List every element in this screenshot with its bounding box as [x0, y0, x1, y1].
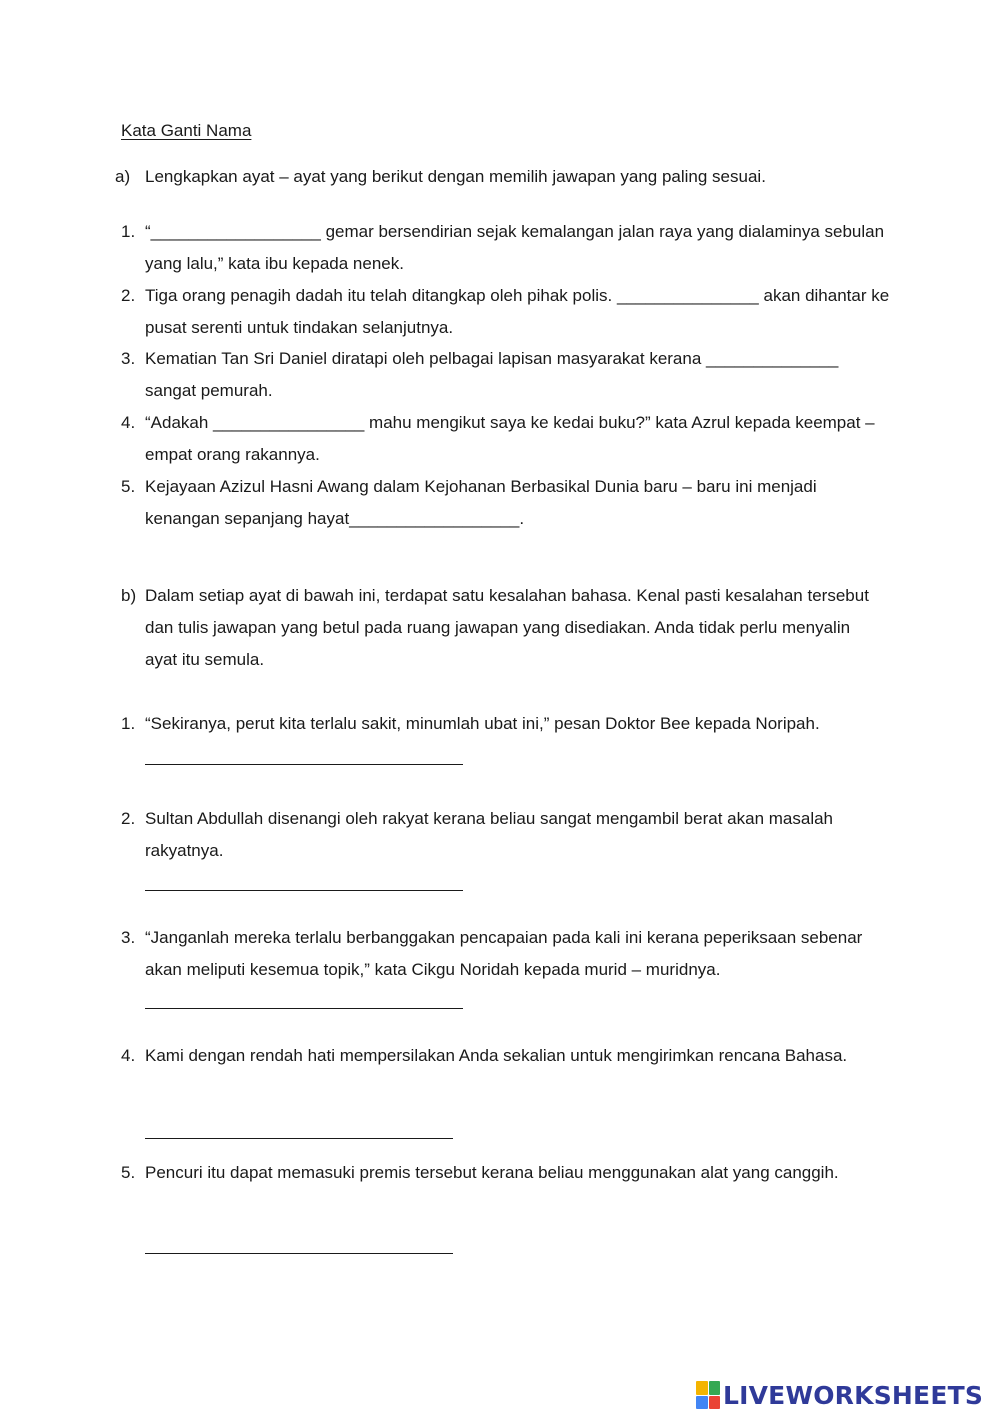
item-number: 1.: [121, 714, 136, 733]
section-a-marker: a): [115, 167, 131, 186]
item-number: 4.: [121, 1046, 136, 1065]
item-text: “Janganlah mereka terlalu berbanggakan pencapaian pada kali ini kerana peperiksaan sebenar akan meliputi kesemua topik,” kata Cikgu Noridah kepada murid – muridnya.: [145, 928, 863, 979]
section-a-item: [121, 280, 891, 344]
section-a-item: [121, 407, 891, 471]
item-text: Kami dengan rendah hati mempersilakan Anda sekalian untuk mengirimkan rencana Bahasa.: [145, 1046, 848, 1065]
section-b-item: [121, 803, 891, 867]
section-b-item: [121, 708, 891, 740]
item-number: 1.: [121, 222, 136, 241]
item-text: Tiga orang penagih dadah itu telah ditangkap oleh pihak polis. _______________ akan dihantar ke pusat serenti untuk tindakan selanjutnya.: [145, 286, 890, 337]
answer-line[interactable]: [145, 1008, 463, 1009]
section-a-item: [121, 343, 891, 407]
section-b-item: [121, 922, 891, 986]
item-number: 4.: [121, 413, 136, 432]
liveworksheets-brand[interactable]: [696, 1378, 983, 1412]
section-b-instruction: [121, 580, 881, 676]
item-text: Sultan Abdullah disenangi oleh rakyat kerana beliau sangat mengambil berat akan masalah rakyatnya.: [145, 809, 834, 860]
section-a-instruction: [115, 161, 875, 193]
logo-block: [696, 1396, 708, 1410]
worksheet-title: Kata Ganti Nama: [121, 121, 252, 140]
item-text: Pencuri itu dapat memasuki premis tersebut kerana beliau menggunakan alat yang canggih.: [145, 1163, 839, 1182]
item-number: 5.: [121, 1163, 136, 1182]
logo-block: [709, 1396, 721, 1410]
answer-line[interactable]: [145, 890, 463, 891]
answer-line[interactable]: [145, 1138, 453, 1139]
section-b-item: [121, 1157, 891, 1189]
item-text: “Sekiranya, perut kita terlalu sakit, minumlah ubat ini,” pesan Doktor Bee kepada Noripah.: [145, 714, 820, 733]
item-number: 2.: [121, 286, 136, 305]
section-a-text: Lengkapkan ayat – ayat yang berikut dengan memilih jawapan yang paling sesuai.: [145, 167, 766, 186]
item-text: “Adakah ________________ mahu mengikut saya ke kedai buku?” kata Azrul kepada keempat – empat orang rakannya.: [145, 413, 875, 464]
liveworksheets-logo-icon: [696, 1381, 720, 1409]
section-b-item: [121, 1040, 891, 1072]
item-number: 3.: [121, 928, 136, 947]
answer-line[interactable]: [145, 764, 463, 765]
item-number: 3.: [121, 349, 136, 368]
section-a-item: [121, 216, 891, 280]
logo-block: [696, 1381, 708, 1395]
item-number: 2.: [121, 809, 136, 828]
item-number: 5.: [121, 477, 136, 496]
logo-block: [709, 1381, 721, 1395]
item-text: Kejayaan Azizul Hasni Awang dalam Kejohanan Berbasikal Dunia baru – baru ini menjadi kenangan sepanjang hayat__________________.: [145, 477, 817, 528]
section-b-text: Dalam setiap ayat di bawah ini, terdapat satu kesalahan bahasa. Kenal pasti kesalahan tersebut dan tulis jawapan yang betul pada ruang jawapan yang disediakan. Anda tidak perlu menyalin ayat itu semula.: [145, 586, 869, 669]
brand-name: LIVEWORKSHEETS: [723, 1380, 984, 1410]
item-text: Kematian Tan Sri Daniel diratapi oleh pelbagai lapisan masyarakat kerana ______________ sangat pemurah.: [145, 349, 839, 400]
section-a-item: [121, 471, 891, 535]
answer-line[interactable]: [145, 1253, 453, 1254]
item-text: “__________________ gemar bersendirian sejak kemalangan jalan raya yang dialaminya sebulan yang lalu,” kata ibu kepada nenek.: [145, 222, 885, 273]
section-b-marker: b): [121, 586, 137, 605]
